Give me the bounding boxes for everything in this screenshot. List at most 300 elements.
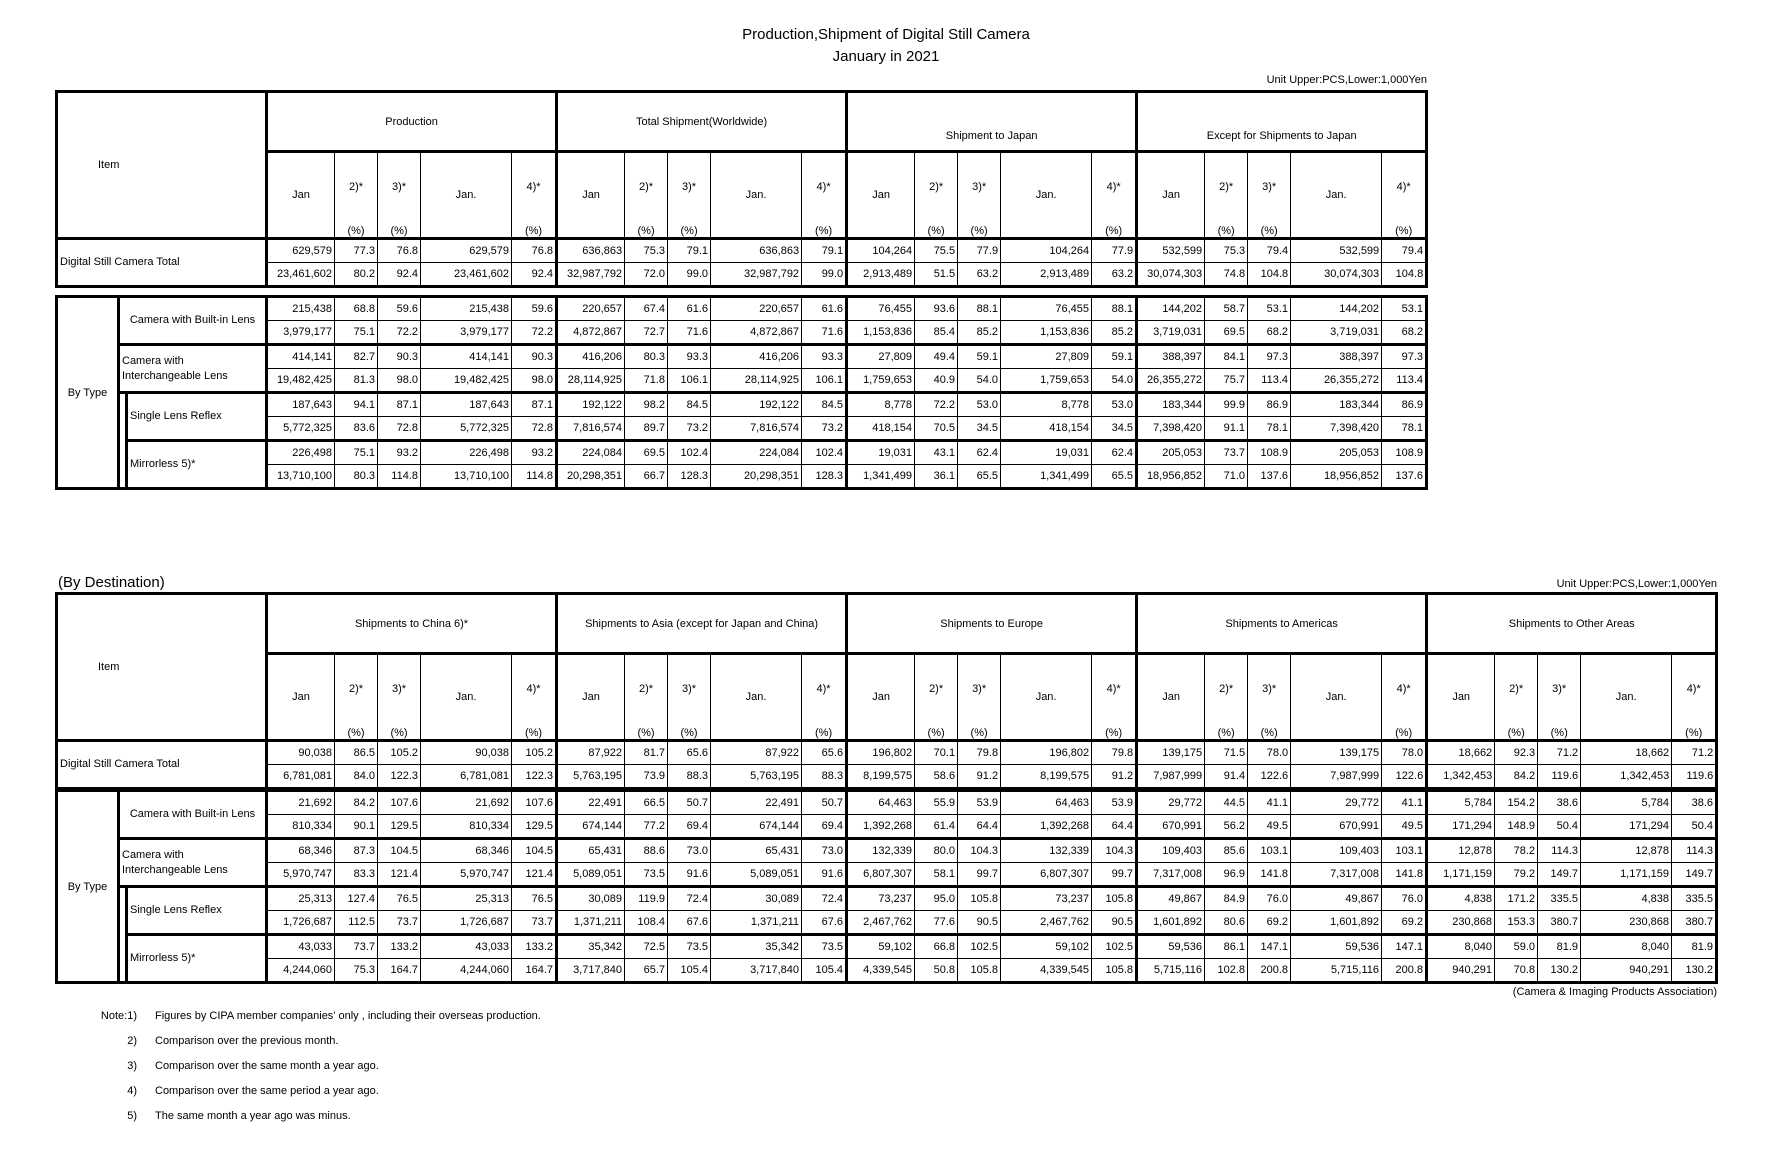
data-cell: 418,154: [1001, 417, 1092, 441]
data-cell: 90,038: [421, 741, 512, 765]
data-cell: 5,715,116: [1291, 959, 1382, 983]
data-cell: 418,154: [847, 417, 915, 441]
data-cell: 22,491: [557, 791, 625, 815]
data-cell: 1,171,159: [1581, 863, 1672, 887]
data-cell: 113.4: [1248, 369, 1291, 393]
data-cell: 414,141: [421, 345, 512, 369]
row-label-mirrorless: Mirrorless 5)*: [127, 441, 267, 489]
table-row: [57, 345, 1427, 369]
data-cell: 87.1: [378, 393, 421, 417]
subcolumn-header: 4)* (%): [512, 152, 557, 239]
data-cell: 78.1: [1248, 417, 1291, 441]
data-cell: 85.4: [915, 321, 958, 345]
data-cell: 3,717,840: [711, 959, 802, 983]
data-cell: 4,339,545: [1001, 959, 1092, 983]
data-cell: 76.8: [512, 239, 557, 263]
data-cell: 59.6: [512, 297, 557, 321]
data-cell: 92.3: [1495, 741, 1538, 765]
data-cell: 3,719,031: [1137, 321, 1205, 345]
data-cell: 4,244,060: [421, 959, 512, 983]
data-cell: 90.3: [378, 345, 421, 369]
data-cell: 105.2: [512, 741, 557, 765]
data-cell: 38.6: [1538, 791, 1581, 815]
item-header: Item: [57, 594, 267, 741]
lower-summary-table: [55, 592, 1718, 790]
data-cell: 68,346: [421, 839, 512, 863]
data-cell: 28,114,925: [711, 369, 802, 393]
data-cell: 132,339: [1001, 839, 1092, 863]
table-row: [57, 935, 1717, 959]
data-cell: 187,643: [267, 393, 335, 417]
data-cell: 72.7: [625, 321, 668, 345]
data-cell: 3,979,177: [421, 321, 512, 345]
table-row: [57, 239, 1427, 263]
data-cell: 62.4: [1092, 441, 1137, 465]
data-cell: 2,913,489: [847, 263, 915, 287]
subcolumn-header: 4)* (%): [802, 152, 847, 239]
data-cell: 220,657: [711, 297, 802, 321]
group-header: Shipment to Japan: [847, 92, 1137, 152]
data-cell: 93.2: [378, 441, 421, 465]
data-cell: 94.1: [335, 393, 378, 417]
data-cell: 82.7: [335, 345, 378, 369]
data-cell: 76,455: [847, 297, 915, 321]
subcolumn-header: 3)* (%): [1248, 152, 1291, 239]
data-cell: 670,991: [1291, 815, 1382, 839]
subcolumn-header: Jan: [267, 654, 335, 741]
data-cell: 69.4: [668, 815, 711, 839]
data-cell: 77.3: [335, 239, 378, 263]
data-cell: 121.4: [512, 863, 557, 887]
data-cell: 940,291: [1581, 959, 1672, 983]
subcolumn-header: Jan: [557, 152, 625, 239]
data-cell: 36.1: [915, 465, 958, 489]
data-cell: 122.6: [1382, 765, 1427, 789]
subcolumn-header: Jan.: [421, 654, 512, 741]
table-row: [57, 765, 1717, 789]
data-cell: 105.8: [958, 959, 1001, 983]
data-cell: 65.5: [958, 465, 1001, 489]
data-cell: 105.4: [668, 959, 711, 983]
data-cell: 532,599: [1137, 239, 1205, 263]
data-cell: 73.5: [668, 935, 711, 959]
data-cell: 83.3: [335, 863, 378, 887]
data-cell: 72.4: [668, 887, 711, 911]
data-cell: 1,601,892: [1137, 911, 1205, 935]
data-cell: 65,431: [711, 839, 802, 863]
data-cell: 58.7: [1205, 297, 1248, 321]
data-cell: 73,237: [847, 887, 915, 911]
data-cell: 12,878: [1581, 839, 1672, 863]
data-cell: 65.6: [802, 741, 847, 765]
data-cell: 73.7: [512, 911, 557, 935]
data-cell: 59,102: [1001, 935, 1092, 959]
data-cell: 23,461,602: [267, 263, 335, 287]
data-cell: 98.0: [512, 369, 557, 393]
data-cell: 102.5: [1092, 935, 1137, 959]
data-cell: 26,355,272: [1291, 369, 1382, 393]
data-cell: 86.9: [1248, 393, 1291, 417]
data-cell: 73.7: [335, 935, 378, 959]
data-cell: 50.7: [668, 791, 711, 815]
data-cell: 141.8: [1382, 863, 1427, 887]
data-cell: 105.8: [958, 887, 1001, 911]
subcolumn-header: Jan.: [421, 152, 512, 239]
data-cell: 97.3: [1382, 345, 1427, 369]
data-cell: 1,341,499: [847, 465, 915, 489]
notes-section: [85, 1010, 541, 1135]
data-cell: 215,438: [267, 297, 335, 321]
data-cell: 4,244,060: [267, 959, 335, 983]
data-cell: 61.6: [802, 297, 847, 321]
data-cell: 53.1: [1248, 297, 1291, 321]
data-cell: 80.3: [625, 345, 668, 369]
data-cell: 335.5: [1538, 887, 1581, 911]
subcolumn-header: Jan: [1137, 152, 1205, 239]
data-cell: 1,153,836: [847, 321, 915, 345]
data-cell: 107.6: [378, 791, 421, 815]
subcolumn-header: 3)* (%): [1248, 654, 1291, 741]
group-header: Except for Shipments to Japan: [1137, 92, 1427, 152]
data-cell: 674,144: [557, 815, 625, 839]
data-cell: 59,536: [1137, 935, 1205, 959]
data-cell: 144,202: [1291, 297, 1382, 321]
item-header: Item: [57, 92, 267, 239]
data-cell: 183,344: [1291, 393, 1382, 417]
data-cell: 53.9: [1092, 791, 1137, 815]
data-cell: 128.3: [802, 465, 847, 489]
data-cell: 5,784: [1427, 791, 1495, 815]
group-header: Shipments to Europe: [847, 594, 1137, 654]
table-row: [57, 887, 1717, 911]
data-cell: 72.2: [915, 393, 958, 417]
data-cell: 59.1: [1092, 345, 1137, 369]
data-cell: 629,579: [267, 239, 335, 263]
data-cell: 93.3: [668, 345, 711, 369]
data-cell: 104,264: [1001, 239, 1092, 263]
data-cell: 12,878: [1427, 839, 1495, 863]
data-cell: 21,692: [421, 791, 512, 815]
indent-spacer: [119, 393, 127, 489]
data-cell: 43,033: [421, 935, 512, 959]
data-cell: 133.2: [378, 935, 421, 959]
data-cell: 99.0: [668, 263, 711, 287]
subcolumn-header: Jan: [847, 152, 915, 239]
subcolumn-header: Jan.: [711, 152, 802, 239]
data-cell: 108.4: [625, 911, 668, 935]
by-type-label: By Type: [57, 297, 119, 489]
data-cell: 144,202: [1137, 297, 1205, 321]
subcolumn-header: 2)* (%): [335, 152, 378, 239]
data-cell: 196,802: [847, 741, 915, 765]
data-cell: 130.2: [1538, 959, 1581, 983]
data-cell: 32,987,792: [711, 263, 802, 287]
data-cell: 79.1: [802, 239, 847, 263]
data-cell: 416,206: [557, 345, 625, 369]
note-item: 5) The same month a year ago was minus.: [127, 1110, 351, 1122]
data-cell: 192,122: [557, 393, 625, 417]
data-cell: 226,498: [267, 441, 335, 465]
data-cell: 84.0: [335, 765, 378, 789]
data-cell: 64.4: [958, 815, 1001, 839]
table-row: [57, 959, 1717, 983]
data-cell: 71.2: [1538, 741, 1581, 765]
data-cell: 83.6: [335, 417, 378, 441]
subcolumn-header: 2)* (%): [1205, 152, 1248, 239]
subcolumn-header: 3)* (%): [668, 654, 711, 741]
row-label-interchangeable: Camera with Interchangeable Lens: [119, 839, 267, 887]
data-cell: 98.2: [625, 393, 668, 417]
data-cell: 674,144: [711, 815, 802, 839]
data-cell: 38.6: [1672, 791, 1717, 815]
data-cell: 99.7: [1092, 863, 1137, 887]
data-cell: 30,074,303: [1291, 263, 1382, 287]
data-cell: 75.5: [915, 239, 958, 263]
data-cell: 64.4: [1092, 815, 1137, 839]
data-cell: 78.2: [1495, 839, 1538, 863]
data-cell: 121.4: [378, 863, 421, 887]
data-cell: 108.9: [1382, 441, 1427, 465]
data-cell: 87.3: [335, 839, 378, 863]
data-cell: 40.9: [915, 369, 958, 393]
data-cell: 105.2: [378, 741, 421, 765]
data-cell: 96.9: [1205, 863, 1248, 887]
data-cell: 215,438: [421, 297, 512, 321]
data-cell: 13,710,100: [267, 465, 335, 489]
row-label-interchangeable: Camera with Interchangeable Lens: [119, 345, 267, 393]
data-cell: 59.0: [1495, 935, 1538, 959]
data-cell: 5,089,051: [711, 863, 802, 887]
data-cell: 73.5: [625, 863, 668, 887]
subcolumn-header: Jan.: [1291, 152, 1382, 239]
data-cell: 119.6: [1538, 765, 1581, 789]
data-cell: 114.3: [1538, 839, 1581, 863]
subcolumn-header: Jan: [1137, 654, 1205, 741]
data-cell: 71.2: [1672, 741, 1717, 765]
data-cell: 99.0: [802, 263, 847, 287]
data-cell: 78.0: [1382, 741, 1427, 765]
data-cell: 187,643: [421, 393, 512, 417]
source-credit: (Camera & Imaging Products Association): [1512, 986, 1717, 998]
data-cell: 90.5: [1092, 911, 1137, 935]
data-cell: 75.7: [1205, 369, 1248, 393]
data-cell: 3,717,840: [557, 959, 625, 983]
data-cell: 5,763,195: [711, 765, 802, 789]
data-cell: 7,816,574: [557, 417, 625, 441]
data-cell: 88.6: [625, 839, 668, 863]
data-cell: 81.9: [1672, 935, 1717, 959]
data-cell: 84.2: [335, 791, 378, 815]
report-subtitle: January in 2021: [832, 48, 940, 65]
note-item: 4) Comparison over the same period a year ago.: [127, 1085, 379, 1097]
data-cell: 8,199,575: [1001, 765, 1092, 789]
data-cell: 226,498: [421, 441, 512, 465]
data-cell: 41.1: [1382, 791, 1427, 815]
data-cell: 35,342: [557, 935, 625, 959]
data-cell: 127.4: [335, 887, 378, 911]
data-cell: 3,979,177: [267, 321, 335, 345]
data-cell: 76.5: [378, 887, 421, 911]
data-cell: 68.8: [335, 297, 378, 321]
data-cell: 5,970,747: [421, 863, 512, 887]
data-cell: 88.1: [958, 297, 1001, 321]
data-cell: 73.2: [668, 417, 711, 441]
data-cell: 43,033: [267, 935, 335, 959]
data-cell: 137.6: [1382, 465, 1427, 489]
data-cell: 119.9: [625, 887, 668, 911]
subcolumn-header: Jan.: [1001, 152, 1092, 239]
data-cell: 91.2: [958, 765, 1001, 789]
note-item: 3) Comparison over the same month a year ago.: [127, 1060, 379, 1072]
data-cell: 77.6: [915, 911, 958, 935]
data-cell: 103.1: [1382, 839, 1427, 863]
data-cell: 91.6: [802, 863, 847, 887]
data-cell: 88.3: [802, 765, 847, 789]
data-cell: 200.8: [1248, 959, 1291, 983]
data-cell: 148.9: [1495, 815, 1538, 839]
data-cell: 5,772,325: [421, 417, 512, 441]
data-cell: 122.3: [378, 765, 421, 789]
data-cell: 388,397: [1137, 345, 1205, 369]
data-cell: 1,371,211: [557, 911, 625, 935]
data-cell: 92.4: [378, 263, 421, 287]
data-cell: 50.4: [1538, 815, 1581, 839]
data-cell: 65.5: [1092, 465, 1137, 489]
data-cell: 69.5: [625, 441, 668, 465]
table-row: [57, 297, 1427, 321]
data-cell: 75.3: [335, 959, 378, 983]
data-cell: 114.3: [1672, 839, 1717, 863]
data-cell: 13,710,100: [421, 465, 512, 489]
data-cell: 95.0: [915, 887, 958, 911]
data-cell: 113.4: [1382, 369, 1427, 393]
data-cell: 81.3: [335, 369, 378, 393]
data-cell: 137.6: [1248, 465, 1291, 489]
data-cell: 98.0: [378, 369, 421, 393]
data-cell: 3,719,031: [1291, 321, 1382, 345]
data-cell: 67.6: [802, 911, 847, 935]
data-cell: 72.2: [512, 321, 557, 345]
data-cell: 71.0: [1205, 465, 1248, 489]
data-cell: 99.9: [1205, 393, 1248, 417]
data-cell: 106.1: [802, 369, 847, 393]
data-cell: 1,726,687: [267, 911, 335, 935]
table-row: [57, 839, 1717, 863]
data-cell: 27,809: [1001, 345, 1092, 369]
data-cell: 54.0: [958, 369, 1001, 393]
data-cell: 63.2: [958, 263, 1001, 287]
data-cell: 119.6: [1672, 765, 1717, 789]
data-cell: 171,294: [1581, 815, 1672, 839]
data-cell: 49.4: [915, 345, 958, 369]
data-cell: 230,868: [1427, 911, 1495, 935]
data-cell: 58.1: [915, 863, 958, 887]
data-cell: 388,397: [1291, 345, 1382, 369]
data-cell: 73.9: [625, 765, 668, 789]
table-row: [57, 441, 1427, 465]
subcolumn-header: 4)* (%): [1382, 654, 1427, 741]
data-cell: 81.7: [625, 741, 668, 765]
data-cell: 61.4: [915, 815, 958, 839]
data-cell: 80.6: [1205, 911, 1248, 935]
data-cell: 1,341,499: [1001, 465, 1092, 489]
data-cell: 53.1: [1382, 297, 1427, 321]
data-cell: 670,991: [1137, 815, 1205, 839]
data-cell: 72.8: [512, 417, 557, 441]
row-label-slr: Single Lens Reflex: [127, 393, 267, 441]
group-header: Shipments to Other Areas: [1427, 594, 1717, 654]
data-cell: 7,987,999: [1291, 765, 1382, 789]
data-cell: 102.4: [668, 441, 711, 465]
group-header: Shipments to Asia (except for Japan and China): [557, 594, 847, 654]
by-type-label: By Type: [57, 791, 119, 983]
data-cell: 30,074,303: [1137, 263, 1205, 287]
data-cell: 26,355,272: [1137, 369, 1205, 393]
data-cell: 106.1: [668, 369, 711, 393]
data-cell: 414,141: [267, 345, 335, 369]
data-cell: 49.5: [1248, 815, 1291, 839]
data-cell: 20,298,351: [557, 465, 625, 489]
data-cell: 77.9: [958, 239, 1001, 263]
data-cell: 71.6: [802, 321, 847, 345]
data-cell: 4,872,867: [557, 321, 625, 345]
data-cell: 76.0: [1382, 887, 1427, 911]
data-cell: 380.7: [1538, 911, 1581, 935]
indent-spacer: [119, 887, 127, 983]
subcolumn-header: 4)* (%): [1092, 152, 1137, 239]
data-cell: 65.7: [625, 959, 668, 983]
total-row-label: Digital Still Camera Total: [57, 741, 267, 789]
data-cell: 205,053: [1291, 441, 1382, 465]
data-cell: 76,455: [1001, 297, 1092, 321]
data-cell: 18,662: [1581, 741, 1672, 765]
data-cell: 4,872,867: [711, 321, 802, 345]
data-cell: 1,392,268: [847, 815, 915, 839]
subcolumn-header: Jan: [847, 654, 915, 741]
data-cell: 19,482,425: [267, 369, 335, 393]
data-cell: 79.8: [1092, 741, 1137, 765]
data-cell: 81.9: [1538, 935, 1581, 959]
data-cell: 71.8: [625, 369, 668, 393]
data-cell: 79.1: [668, 239, 711, 263]
data-cell: 64,463: [847, 791, 915, 815]
data-cell: 4,838: [1581, 887, 1672, 911]
data-cell: 147.1: [1382, 935, 1427, 959]
subcolumn-header: Jan.: [1291, 654, 1382, 741]
data-cell: 86.5: [335, 741, 378, 765]
data-cell: 19,482,425: [421, 369, 512, 393]
upper-by-type-table: [55, 295, 1428, 490]
data-cell: 7,317,008: [1137, 863, 1205, 887]
group-header: Shipments to China 6)*: [267, 594, 557, 654]
data-cell: 76.8: [378, 239, 421, 263]
data-cell: 810,334: [267, 815, 335, 839]
data-cell: 59,102: [847, 935, 915, 959]
data-cell: 147.1: [1248, 935, 1291, 959]
data-cell: 629,579: [421, 239, 512, 263]
data-cell: 1,342,453: [1581, 765, 1672, 789]
data-cell: 19,031: [1001, 441, 1092, 465]
data-cell: 1,342,453: [1427, 765, 1495, 789]
data-cell: 69.5: [1205, 321, 1248, 345]
data-cell: 133.2: [512, 935, 557, 959]
data-cell: 104.3: [1092, 839, 1137, 863]
data-cell: 5,772,325: [267, 417, 335, 441]
data-cell: 54.0: [1092, 369, 1137, 393]
data-cell: 5,784: [1581, 791, 1672, 815]
data-cell: 50.4: [1672, 815, 1717, 839]
subcolumn-header: Jan.: [1001, 654, 1092, 741]
